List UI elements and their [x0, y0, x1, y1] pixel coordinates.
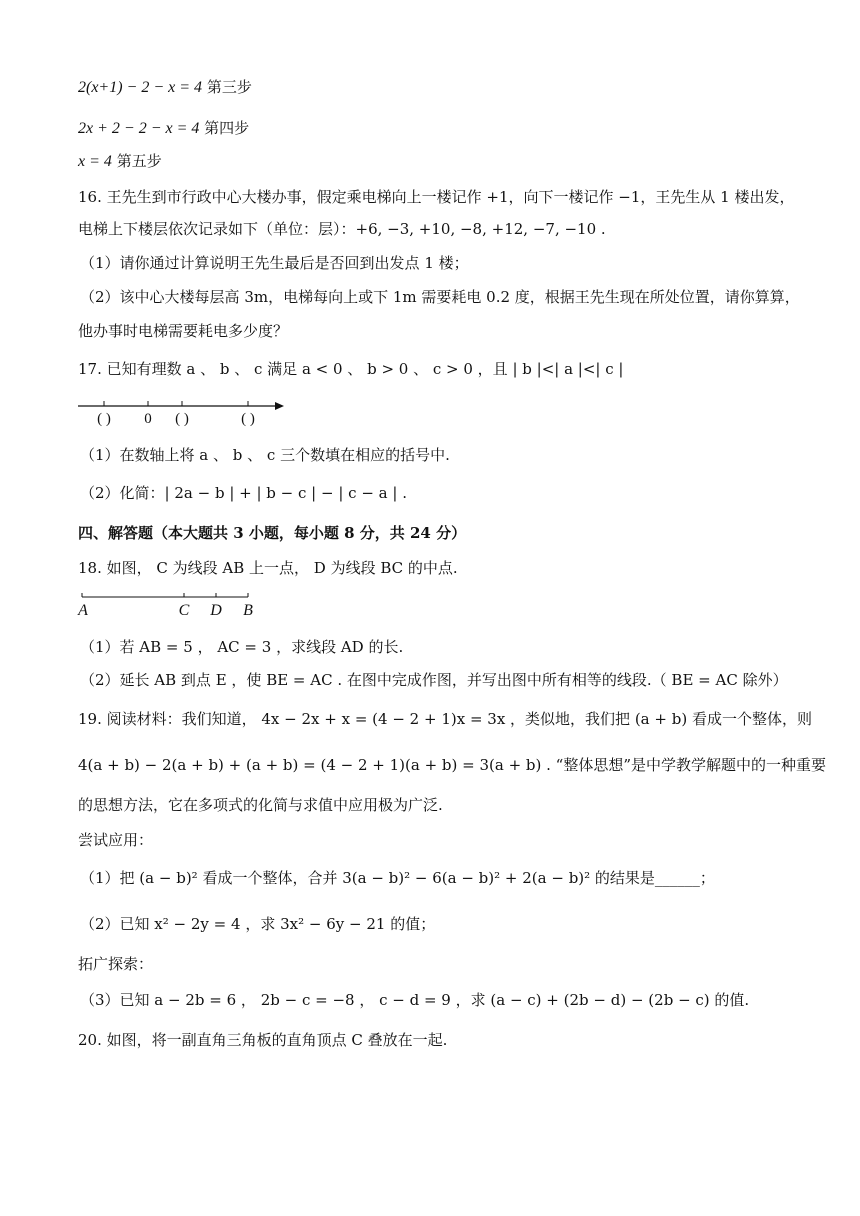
label-point-c: C: [178, 602, 190, 619]
q18-stem: 18. 如图， C 为线段 AB 上一点， D 为线段 BC 的中点.: [78, 559, 458, 577]
step-4-expr: 2x + 2 − 2 − x = 4: [78, 120, 200, 137]
q18-part2: （2）延长 AB 到点 E ，使 BE = AC . 在图中完成作图，并写出图中所有相等的线段.（ BE = AC 除外）: [80, 671, 788, 689]
q18-part1: （1）若 AB = 5 ， AC = 3 ，求线段 AD 的长.: [80, 638, 404, 656]
label-point-a: A: [78, 602, 88, 619]
q17-part2: （2）化简：| 2a − b | + | b − c | − | c − a | .: [80, 484, 407, 502]
number-line-arrow: [275, 402, 284, 410]
step-3-label: 第三步: [206, 78, 252, 96]
q19-extension-label: 拓广探索：: [78, 955, 154, 973]
q19-part1: （1）把 (a − b)² 看成一个整体，合并 3(a − b)² − 6(a − b)² + 2(a − b)² 的结果是______；: [80, 869, 715, 887]
bracket-b: ( ): [175, 411, 189, 427]
section-4-heading: 四、解答题（本大题共 3 小题，每小题 8 分，共 24 分）: [78, 524, 467, 542]
step-4-label: 第四步: [204, 119, 250, 137]
q17-part1: （1）在数轴上将 a 、 b 、 c 三个数填在相应的括号中.: [80, 446, 450, 464]
q16-stem-line1: 16. 王先生到市行政中心大楼办事，假定乘电梯向上一楼记作 +1，向下一楼记作 −1，王先生从 1 楼出发，: [78, 188, 795, 206]
step-3-expr: 2(x+1) − 2 − x = 4: [78, 79, 203, 96]
q19-try-label: 尝试应用：: [78, 831, 154, 849]
step-4: [78, 117, 249, 140]
label-point-b: B: [243, 602, 253, 619]
q20-stem: 20. 如图，将一副直角三角板的直角顶点 C 叠放在一起.: [78, 1031, 448, 1049]
q16-part1: （1）请你通过计算说明王先生最后是否回到出发点 1 楼；: [80, 254, 469, 272]
q19-stem-line2: 4(a + b) − 2(a + b) + (a + b) = (4 − 2 + 1)(a + b) = 3(a + b) . “整体思想”是中学教学解题中的一种重要: [78, 756, 827, 774]
step-5: [78, 150, 162, 173]
segment-figure: [76, 588, 276, 622]
q16-part2-line2: 他办事时电梯需要耗电多少度？: [78, 322, 289, 340]
step-5-expr: x = 4: [78, 153, 112, 170]
q16-stem-line2: 电梯上下楼层依次记录如下（单位：层）：+6, −3, +10, −8, +12, −7, −10 .: [78, 220, 606, 238]
q17-stem: 17. 已知有理数 a 、 b 、 c 满足 a < 0 、 b > 0 、 c > 0 ，且 | b |<| a |<| c |: [78, 360, 624, 378]
step-3: [78, 76, 252, 99]
step-5-label: 第五步: [116, 152, 162, 170]
bracket-a: ( ): [97, 411, 111, 427]
number-line-figure: [76, 392, 296, 432]
label-point-d: D: [210, 602, 222, 619]
q16-part2-line1: （2）该中心大楼每层高 3m，电梯每向上或下 1m 需要耗电 0.2 度，根据王先生现在所处位置，请你算算，: [80, 288, 800, 306]
q19-stem-line1: 19. 阅读材料：我们知道， 4x − 2x + x = (4 − 2 + 1)x = 3x ，类似地，我们把 (a + b) 看成一个整体，则: [78, 710, 812, 728]
zero-label: 0: [144, 411, 152, 427]
q19-part2: （2）已知 x² − 2y = 4 ，求 3x² − 6y − 21 的值；: [80, 915, 436, 933]
bracket-c: ( ): [241, 411, 255, 427]
q19-stem-line3: 的思想方法，它在多项式的化简与求值中应用极为广泛.: [78, 796, 443, 814]
q19-part3: （3）已知 a − 2b = 6 ， 2b − c = −8 ， c − d = 9 ，求 (a − c) + (2b − d) − (2b − c) 的值.: [80, 991, 750, 1009]
